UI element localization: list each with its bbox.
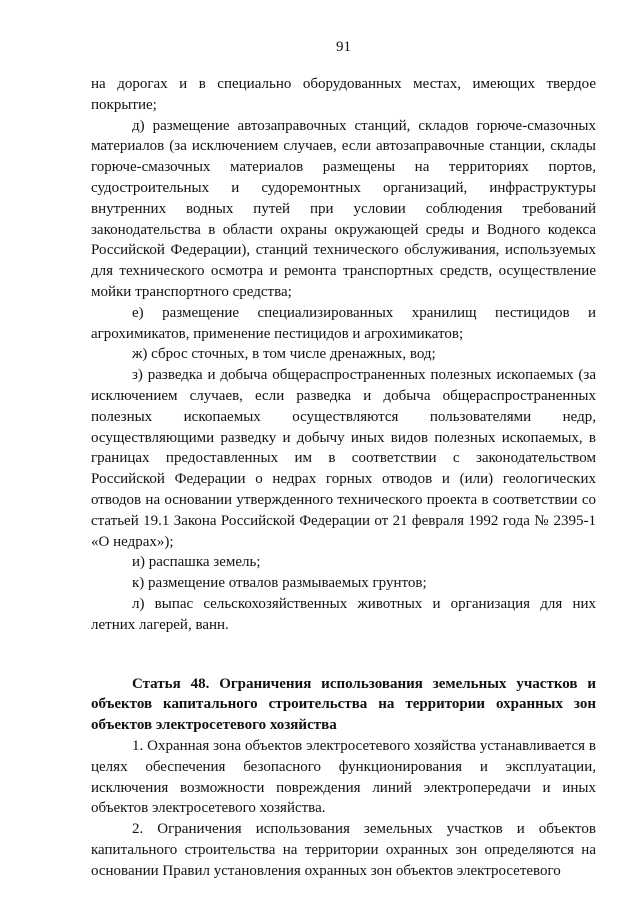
document-body — [91, 74, 596, 881]
paragraph-item-e: е) размещение специализированных хранилищ пестицидов и агрохимикатов, применение пестицидов и агрохимикатов; — [91, 304, 596, 342]
paragraph-clause-1: 1. Охранная зона объектов электросетевого хозяйства устанавливается в целях обеспечения безопасного функционирования и эксплуатации, исключения возможности повреждения линий электропередачи и иных объектов электросетевого хозяйства. — [91, 737, 596, 817]
page-number: 91 — [336, 39, 351, 55]
paragraph-item-l: л) выпас сельскохозяйственных животных и организация для них летних лагерей, ванн. — [91, 595, 596, 633]
paragraph-item-z: з) разведка и добыча общераспространенных полезных ископаемых (за исключением случаев, если разведка и добыча общераспространенных полезных ископаемых осуществляются пользователями недр, осуществляющими разведку и добычу иных видов полезных ископаемых, в границах предоставленных им в соответствии с законодательством Российской Федерации о недрах горных отводов и (или) геологических отводов на основании утвержденного технического проекта в соответствии со статьей 19.1 Закона Российской Федерации от 21 февраля 1992 года № 2395-1 «О недрах»); — [91, 367, 596, 550]
section-spacer — [91, 636, 596, 674]
paragraph-item-k: к) размещение отвалов размываемых грунтов; — [132, 575, 427, 592]
paragraph-item-zh: ж) сброс сточных, в том числе дренажных, вод; — [132, 346, 436, 363]
article-heading: Статья 48. Ограничения использования земельных участков и объектов капитального строительства на территории охранных зон объектов электросетевого хозяйства — [91, 675, 596, 734]
paragraph-clause-2: 2. Ограничения использования земельных участков и объектов капитального строительства на территории охранных зон определяются на основании Правил установления охранных зон объектов электросетевого — [91, 821, 596, 879]
paragraph-continuation: на дорогах и в специально оборудованных местах, имеющих твердое покрытие; — [91, 76, 596, 113]
paragraph-item-i: и) распашка земель; — [132, 554, 261, 571]
paragraph-item-d: д) размещение автозаправочных станций, складов горюче-смазочных материалов (за исключением случаев, если автозаправочные станции, склады горюче-смазочных материалов размещены на территориях портов, судостроительных и судоремонтных организаций, инфраструктуры внутренних водных путей при условии соблюдения требований законодательства в области охраны окружающей среды и Водного кодекса Российской Федерации), станций технического обслуживания, используемых для технического осмотра и ремонта транспортных средств, осуществление мойки транспортного средства; — [91, 117, 596, 300]
